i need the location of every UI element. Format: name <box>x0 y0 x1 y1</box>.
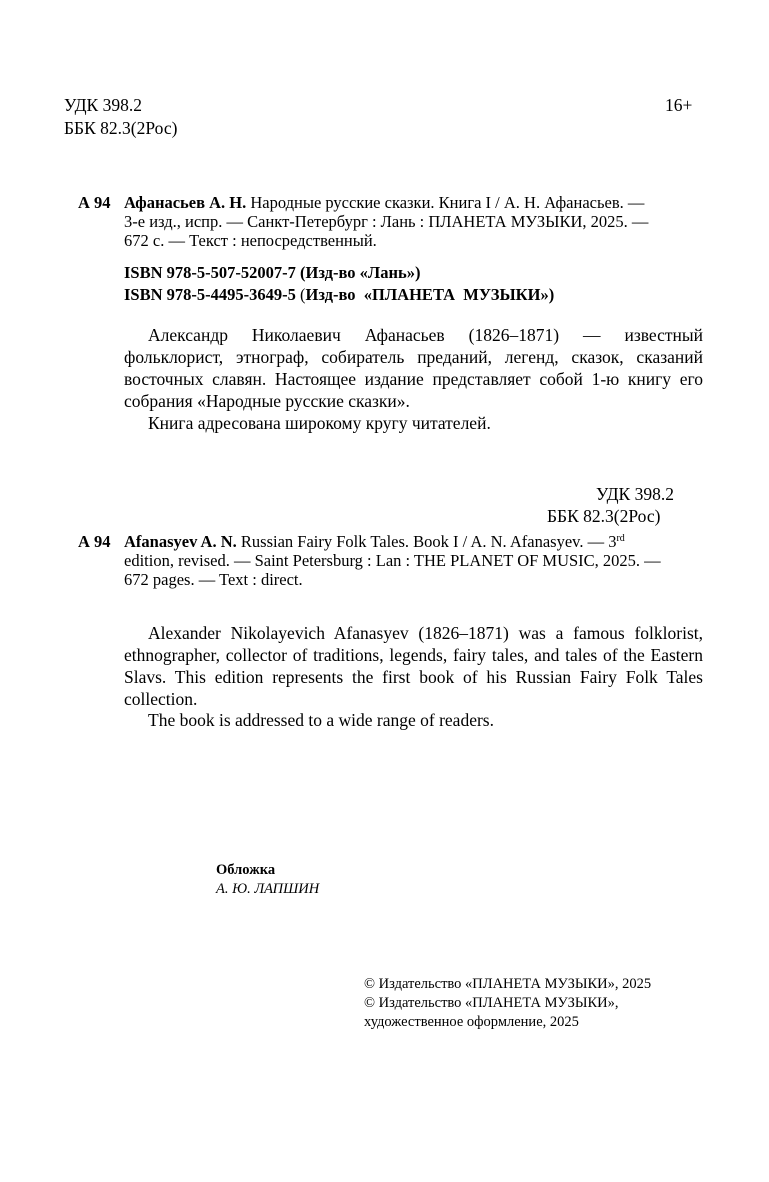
ru-annotation: Александр Николаевич Афанасьев (1826–1871) — известный фольклорист, этнограф, собиратель преданий, легенд, сказок, сказаний восточных славян. Настоящее издание представляет собой 1-ю книгу его собрания «Народные русские сказки». <box>124 325 703 411</box>
en-annotation: Alexander Nikolayevich Afanasyev (1826–1871) was a famous folklorist, ethnographer, collector of traditions, legends, fairy tales, and tales of the Eastern Slavs. This edition represents the first book of his Russian Fairy Folk Tales collection. <box>124 623 703 709</box>
age-rating: 16+ <box>665 95 693 115</box>
ru-edition-line: 3-е изд., испр. — Санкт-Петербург : Лань : ПЛАНЕТА МУЗЫКИ, 2025. — <box>124 212 649 231</box>
cover-label: Обложка <box>216 862 276 878</box>
ru-audience: Книга адресована широкому кругу читателей. <box>148 413 491 433</box>
ru-title-line: Народные русские сказки. Книга I / А. Н. Афанасьев. — <box>246 193 645 212</box>
ru-pages-line: 672 с. — Текст : непосредственный. <box>124 231 377 250</box>
isbn-planet-number: ISBN 978-5-4495-3649-5 <box>124 285 296 304</box>
isbn-planet-publisher: Изд-во «ПЛАНЕТА МУЗЫКИ») <box>305 285 555 304</box>
bbk-code: ББК 82.3(2Рос) <box>64 118 178 138</box>
copyright-line-3: художественное оформление, 2025 <box>364 1014 579 1030</box>
udk-code: УДК 398.2 <box>64 95 142 115</box>
en-audience: The book is addressed to a wide range of readers. <box>148 710 494 730</box>
en-pages-line: 672 pages. — Text : direct. <box>124 570 303 589</box>
copyright-line-1: © Издательство «ПЛАНЕТА МУЗЫКИ», 2025 <box>364 976 652 992</box>
en-author-name: Afanasyev A. N. <box>124 532 237 551</box>
en-bibliographic-record <box>78 532 749 589</box>
copyright-line-2: © Издательство «ПЛАНЕТА МУЗЫКИ», <box>364 995 619 1011</box>
en-bbk-code: ББК 82.3(2Рос) <box>547 506 661 526</box>
en-author-mark: А 94 <box>78 532 111 551</box>
ru-bibliographic-record <box>78 193 749 250</box>
en-udk-code: УДК 398.2 <box>596 484 674 504</box>
cover-artist: А. Ю. ЛАПШИН <box>216 881 320 897</box>
ru-author-mark: А 94 <box>78 193 111 212</box>
isbn-planet-paren: ( <box>295 285 306 304</box>
isbn-planet <box>124 285 554 304</box>
en-title-line: Russian Fairy Folk Tales. Book I / A. N. Afanasyev. — 3 <box>236 532 617 551</box>
en-edition-line: edition, revised. — Saint Petersburg : Lan : THE PLANET OF MUSIC, 2025. — <box>124 551 661 570</box>
isbn-lan: ISBN 978-5-507-52007-7 (Изд-во «Лань») <box>124 263 421 282</box>
en-edition-superscript: rd <box>616 533 625 544</box>
ru-author-name: Афанасьев А. Н. <box>124 193 247 212</box>
